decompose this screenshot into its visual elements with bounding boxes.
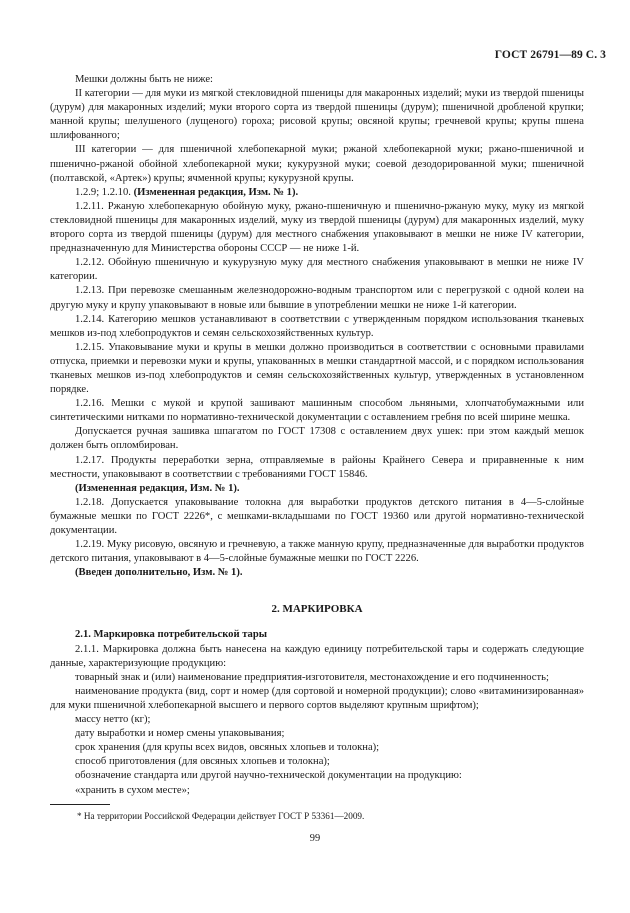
- paragraph: 1.2.16. Мешки с мукой и крупой зашивают машинным способом льняными, хлопчатобумажными или синтетическими нитками по нормативно-технической документации с оставлением гребня по всей ширине мешка.: [50, 398, 584, 424]
- amendment-note: (Введен дополнительно, Изм. № 1).: [75, 567, 243, 579]
- list-item: способ приготовления (для овсяных хлопьев и толокна);: [75, 756, 330, 768]
- list-item: дату выработки и номер смены упаковывания;: [75, 728, 285, 740]
- paragraph: 1.2.19. Муку рисовую, овсяную и гречневую, а также манную крупу, предназначенные для выработки продуктов детского питания, упаковывают в 4—5-слойные бумажные мешки по ГОСТ 2226.: [50, 539, 584, 565]
- list-item: «хранить в сухом месте»;: [75, 784, 190, 796]
- paragraph: 1.2.11. Ржаную хлебопекарную обойную муку, ржано-пшеничную и пшенично-ржаную муку, муку из мягкой стекловидной пшеницы для макаронных изделий, муку из твердой пшеницы (дурум) для макаронных изделий, муку второго сорта из твердой пшеницы (дурум) для местного снабжения упаковывают в мешки не ниже IV категории, предназначенную для Министерства обороны СССР — не ниже 1-й.: [50, 200, 584, 255]
- list-item: массу нетто (кг);: [75, 714, 151, 726]
- paragraph: 1.2.17. Продукты переработки зерна, отправляемые в районы Крайнего Севера и приравненные к ним местности, упаковывают в соответствии с требованиями ГОСТ 15846.: [50, 454, 584, 480]
- page-header: ГОСТ 26791—89 С. 3: [494, 49, 606, 61]
- paragraph: 1.2.15. Упаковывание муки и крупы в мешки должно производиться в соответствии с основными правилами отпуска, приемки и перевозки муки и крупы, упакованных в мешки стандартной массой, и с порядком использования тканевых мешков из-под хлебопродуктов и семян сельскохозяйственных культур, утвержденных в установленном порядке.: [50, 341, 584, 396]
- paragraph: 1.2.13. При перевозке смешанным железнодорожно-водным транспортом или с перегрузкой с одной колеи на другую муку и крупу упаковывают в новые или бывшие в употреблении мешки не ниже 1-й категории.: [50, 285, 584, 311]
- paragraph: 1.2.18. Допускается упаковывание толокна для выработки продуктов детского питания в 4—5-слойные бумажные мешки по ГОСТ 2226*, с мешками-вкладышами по ГОСТ 19360 или другой нормативно-технической документации.: [50, 496, 584, 536]
- paragraph: 1.2.9; 1.2.10. (Измененная редакция, Изм. № 1).: [75, 186, 299, 198]
- paragraph: Допускается ручная зашивка шпагатом по ГОСТ 17308 с оставлением двух ушек: при этом каждый мешок должен быть опломбирован.: [50, 426, 584, 452]
- footnote-divider: [50, 804, 110, 805]
- subsection-title: 2.1. Маркировка потребительской тары: [75, 629, 268, 641]
- amendment-note: (Измененная редакция, Изм. № 1).: [75, 482, 240, 494]
- paragraph: 1.2.14. Категорию мешков устанавливают в соответствии с утвержденным порядком использования тканевых мешков из-под хлебопродуктов и семян сельскохозяйственных культур.: [50, 313, 584, 339]
- document-body: [50, 73, 584, 798]
- amendment-note: (Измененная редакция, Изм. № 1).: [133, 186, 299, 198]
- paragraph: 2.1.1. Маркировка должна быть нанесена на каждую единицу потребительской тары и содержать следующие данные, характеризующие продукцию:: [50, 643, 584, 669]
- paragraph: III категории — для пшеничной хлебопекарной муки; ржаной хлебопекарной муки; ржано-пшеничной и пшенично-ржаной обойной хлебопекарной муки; кукурузной муки; соевой дезодорированной муки; пшеничной (полтавской, «Артек») крупы; ячменной крупы; кукурузной крупы.: [50, 144, 584, 184]
- paragraph: товарный знак и (или) наименование предприятия-изготовителя, местонахождение и его подчиненность;: [75, 671, 549, 683]
- list-item: обозначение стандарта или другой научно-технической документации на продукцию:: [75, 770, 462, 782]
- page-number: 99: [309, 833, 321, 844]
- section-title: 2. МАРКИРОВКА: [271, 603, 363, 616]
- list-item: срок хранения (для крупы всех видов, овсяных хлопьев и толокна);: [75, 742, 380, 754]
- paragraph: Мешки должны быть не ниже:: [75, 74, 213, 85]
- paragraph: наименование продукта (вид, сорт и номер (для сортовой и номерной продукции); слово «витаминизированная» для муки пшеничной хлебопекарной высшего и первого сортов выделяют крупным шрифтом);: [50, 685, 584, 711]
- paragraph: 1.2.12. Обойную пшеничную и кукурузную муку для местного снабжения упаковывают в мешки не ниже IV категории.: [50, 257, 584, 283]
- paragraph: II категории — для муки из мягкой стекловидной пшеницы для макаронных изделий; муки из твердой пшеницы (дурум) для макаронных изделий; муки второго сорта из твердой пшеницы (дурум); пшеничной дробленой крупки; манной крупы; шелушеного (лущеного) гороха; рисовой крупы; овсяной крупы; гречневой крупы; крупы пшена шлифованного;: [50, 88, 584, 142]
- footnote: * На территории Российской Федерации действует ГОСТ Р 53361—2009.: [77, 811, 365, 821]
